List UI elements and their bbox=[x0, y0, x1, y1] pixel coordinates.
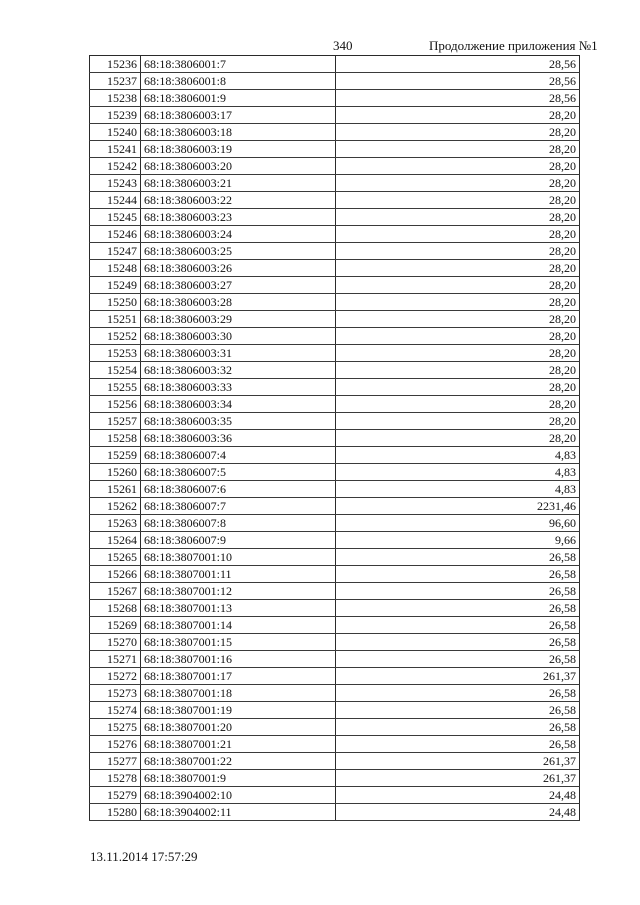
row-number-cell: 15255 bbox=[90, 379, 141, 396]
value-cell: 28,20 bbox=[336, 396, 580, 413]
cadastral-number-cell: 68:18:3806003:29 bbox=[141, 311, 336, 328]
row-number-cell: 15251 bbox=[90, 311, 141, 328]
table-row bbox=[90, 277, 580, 294]
row-number-cell: 15277 bbox=[90, 753, 141, 770]
cadastral-number-cell: 68:18:3904002:11 bbox=[141, 804, 336, 821]
value-cell: 261,37 bbox=[336, 753, 580, 770]
value-cell: 28,20 bbox=[336, 328, 580, 345]
cadastral-number-cell: 68:18:3806001:8 bbox=[141, 73, 336, 90]
table-row bbox=[90, 447, 580, 464]
row-number-cell: 15250 bbox=[90, 294, 141, 311]
row-number-cell: 15276 bbox=[90, 736, 141, 753]
page-number: 340 bbox=[333, 38, 353, 53]
cadastral-number-cell: 68:18:3806007:5 bbox=[141, 464, 336, 481]
cadastral-number-cell: 68:18:3806003:19 bbox=[141, 141, 336, 158]
value-cell: 28,20 bbox=[336, 107, 580, 124]
value-cell: 28,20 bbox=[336, 124, 580, 141]
cadastral-number-cell: 68:18:3806003:26 bbox=[141, 260, 336, 277]
value-cell: 26,58 bbox=[336, 566, 580, 583]
value-cell: 26,58 bbox=[336, 736, 580, 753]
row-number-cell: 15266 bbox=[90, 566, 141, 583]
row-number-cell: 15268 bbox=[90, 600, 141, 617]
table-row bbox=[90, 107, 580, 124]
row-number-cell: 15261 bbox=[90, 481, 141, 498]
cadastral-number-cell: 68:18:3806003:27 bbox=[141, 277, 336, 294]
cadastral-number-cell: 68:18:3806001:9 bbox=[141, 90, 336, 107]
value-cell: 24,48 bbox=[336, 787, 580, 804]
value-cell: 26,58 bbox=[336, 702, 580, 719]
table-row bbox=[90, 583, 580, 600]
row-number-cell: 15273 bbox=[90, 685, 141, 702]
parcel-table bbox=[89, 55, 580, 821]
row-number-cell: 15274 bbox=[90, 702, 141, 719]
row-number-cell: 15242 bbox=[90, 158, 141, 175]
table-row bbox=[90, 430, 580, 447]
parcel-table-container bbox=[89, 55, 580, 821]
value-cell: 28,20 bbox=[336, 311, 580, 328]
table-row bbox=[90, 634, 580, 651]
cadastral-number-cell: 68:18:3806003:21 bbox=[141, 175, 336, 192]
row-number-cell: 15254 bbox=[90, 362, 141, 379]
table-row bbox=[90, 311, 580, 328]
table-row bbox=[90, 192, 580, 209]
cadastral-number-cell: 68:18:3806007:6 bbox=[141, 481, 336, 498]
cadastral-number-cell: 68:18:3806007:4 bbox=[141, 447, 336, 464]
value-cell: 28,20 bbox=[336, 294, 580, 311]
row-number-cell: 15262 bbox=[90, 498, 141, 515]
table-row bbox=[90, 362, 580, 379]
cadastral-number-cell: 68:18:3806003:35 bbox=[141, 413, 336, 430]
value-cell: 28,56 bbox=[336, 73, 580, 90]
row-number-cell: 15280 bbox=[90, 804, 141, 821]
cadastral-number-cell: 68:18:3806001:7 bbox=[141, 56, 336, 73]
value-cell: 28,20 bbox=[336, 277, 580, 294]
row-number-cell: 15267 bbox=[90, 583, 141, 600]
row-number-cell: 15269 bbox=[90, 617, 141, 634]
row-number-cell: 15246 bbox=[90, 226, 141, 243]
value-cell: 4,83 bbox=[336, 464, 580, 481]
value-cell: 2231,46 bbox=[336, 498, 580, 515]
cadastral-number-cell: 68:18:3806003:32 bbox=[141, 362, 336, 379]
row-number-cell: 15239 bbox=[90, 107, 141, 124]
value-cell: 28,56 bbox=[336, 56, 580, 73]
row-number-cell: 15253 bbox=[90, 345, 141, 362]
value-cell: 28,20 bbox=[336, 226, 580, 243]
row-number-cell: 15265 bbox=[90, 549, 141, 566]
value-cell: 261,37 bbox=[336, 770, 580, 787]
cadastral-number-cell: 68:18:3807001:17 bbox=[141, 668, 336, 685]
cadastral-number-cell: 68:18:3806003:33 bbox=[141, 379, 336, 396]
table-row bbox=[90, 498, 580, 515]
parcel-table-body bbox=[90, 56, 580, 821]
table-row bbox=[90, 413, 580, 430]
table-row bbox=[90, 515, 580, 532]
value-cell: 9,66 bbox=[336, 532, 580, 549]
cadastral-number-cell: 68:18:3806003:30 bbox=[141, 328, 336, 345]
table-row bbox=[90, 260, 580, 277]
table-row bbox=[90, 702, 580, 719]
row-number-cell: 15240 bbox=[90, 124, 141, 141]
row-number-cell: 15256 bbox=[90, 396, 141, 413]
value-cell: 26,58 bbox=[336, 685, 580, 702]
cadastral-number-cell: 68:18:3807001:15 bbox=[141, 634, 336, 651]
row-number-cell: 15247 bbox=[90, 243, 141, 260]
table-row bbox=[90, 481, 580, 498]
cadastral-number-cell: 68:18:3806007:7 bbox=[141, 498, 336, 515]
table-row bbox=[90, 209, 580, 226]
cadastral-number-cell: 68:18:3904002:10 bbox=[141, 787, 336, 804]
table-row bbox=[90, 566, 580, 583]
value-cell: 26,58 bbox=[336, 651, 580, 668]
table-row bbox=[90, 651, 580, 668]
table-row bbox=[90, 141, 580, 158]
cadastral-number-cell: 68:18:3807001:19 bbox=[141, 702, 336, 719]
row-number-cell: 15279 bbox=[90, 787, 141, 804]
row-number-cell: 15252 bbox=[90, 328, 141, 345]
value-cell: 28,20 bbox=[336, 158, 580, 175]
value-cell: 28,20 bbox=[336, 413, 580, 430]
row-number-cell: 15263 bbox=[90, 515, 141, 532]
table-row bbox=[90, 175, 580, 192]
value-cell: 28,20 bbox=[336, 379, 580, 396]
table-row bbox=[90, 685, 580, 702]
table-row bbox=[90, 56, 580, 73]
row-number-cell: 15244 bbox=[90, 192, 141, 209]
value-cell: 28,20 bbox=[336, 141, 580, 158]
table-row bbox=[90, 226, 580, 243]
cadastral-number-cell: 68:18:3806003:34 bbox=[141, 396, 336, 413]
cadastral-number-cell: 68:18:3807001:21 bbox=[141, 736, 336, 753]
cadastral-number-cell: 68:18:3807001:9 bbox=[141, 770, 336, 787]
table-row bbox=[90, 617, 580, 634]
row-number-cell: 15245 bbox=[90, 209, 141, 226]
cadastral-number-cell: 68:18:3806003:31 bbox=[141, 345, 336, 362]
cadastral-number-cell: 68:18:3807001:14 bbox=[141, 617, 336, 634]
row-number-cell: 15241 bbox=[90, 141, 141, 158]
row-number-cell: 15259 bbox=[90, 447, 141, 464]
row-number-cell: 15275 bbox=[90, 719, 141, 736]
cadastral-number-cell: 68:18:3807001:12 bbox=[141, 583, 336, 600]
cadastral-number-cell: 68:18:3806003:28 bbox=[141, 294, 336, 311]
cadastral-number-cell: 68:18:3806003:20 bbox=[141, 158, 336, 175]
value-cell: 28,20 bbox=[336, 243, 580, 260]
table-row bbox=[90, 158, 580, 175]
table-row bbox=[90, 549, 580, 566]
row-number-cell: 15248 bbox=[90, 260, 141, 277]
value-cell: 28,20 bbox=[336, 260, 580, 277]
footer-datetime: 13.11.2014 17:57:29 bbox=[90, 849, 198, 864]
value-cell: 26,58 bbox=[336, 719, 580, 736]
row-number-cell: 15237 bbox=[90, 73, 141, 90]
table-row bbox=[90, 600, 580, 617]
value-cell: 26,58 bbox=[336, 600, 580, 617]
value-cell: 4,83 bbox=[336, 447, 580, 464]
value-cell: 26,58 bbox=[336, 583, 580, 600]
cadastral-number-cell: 68:18:3806007:8 bbox=[141, 515, 336, 532]
table-row bbox=[90, 668, 580, 685]
value-cell: 28,20 bbox=[336, 345, 580, 362]
table-row bbox=[90, 90, 580, 107]
cadastral-number-cell: 68:18:3807001:16 bbox=[141, 651, 336, 668]
table-row bbox=[90, 736, 580, 753]
cadastral-number-cell: 68:18:3806003:18 bbox=[141, 124, 336, 141]
value-cell: 28,56 bbox=[336, 90, 580, 107]
table-row bbox=[90, 124, 580, 141]
table-row bbox=[90, 464, 580, 481]
table-row bbox=[90, 243, 580, 260]
row-number-cell: 15258 bbox=[90, 430, 141, 447]
value-cell: 28,20 bbox=[336, 192, 580, 209]
row-number-cell: 15238 bbox=[90, 90, 141, 107]
row-number-cell: 15236 bbox=[90, 56, 141, 73]
row-number-cell: 15264 bbox=[90, 532, 141, 549]
cadastral-number-cell: 68:18:3807001:13 bbox=[141, 600, 336, 617]
value-cell: 4,83 bbox=[336, 481, 580, 498]
value-cell: 261,37 bbox=[336, 668, 580, 685]
row-number-cell: 15270 bbox=[90, 634, 141, 651]
row-number-cell: 15271 bbox=[90, 651, 141, 668]
cadastral-number-cell: 68:18:3806003:23 bbox=[141, 209, 336, 226]
table-row bbox=[90, 294, 580, 311]
table-row bbox=[90, 379, 580, 396]
table-row bbox=[90, 532, 580, 549]
row-number-cell: 15272 bbox=[90, 668, 141, 685]
cadastral-number-cell: 68:18:3807001:11 bbox=[141, 566, 336, 583]
cadastral-number-cell: 68:18:3806003:36 bbox=[141, 430, 336, 447]
page-header-title: Продолжение приложения №1 bbox=[429, 38, 598, 53]
cadastral-number-cell: 68:18:3806003:24 bbox=[141, 226, 336, 243]
value-cell: 28,20 bbox=[336, 209, 580, 226]
value-cell: 26,58 bbox=[336, 634, 580, 651]
value-cell: 26,58 bbox=[336, 617, 580, 634]
row-number-cell: 15260 bbox=[90, 464, 141, 481]
value-cell: 24,48 bbox=[336, 804, 580, 821]
table-row bbox=[90, 787, 580, 804]
cadastral-number-cell: 68:18:3806003:22 bbox=[141, 192, 336, 209]
value-cell: 28,20 bbox=[336, 175, 580, 192]
table-row bbox=[90, 719, 580, 736]
table-row bbox=[90, 804, 580, 821]
cadastral-number-cell: 68:18:3807001:22 bbox=[141, 753, 336, 770]
table-row bbox=[90, 345, 580, 362]
value-cell: 96,60 bbox=[336, 515, 580, 532]
row-number-cell: 15249 bbox=[90, 277, 141, 294]
row-number-cell: 15257 bbox=[90, 413, 141, 430]
value-cell: 26,58 bbox=[336, 549, 580, 566]
row-number-cell: 15243 bbox=[90, 175, 141, 192]
cadastral-number-cell: 68:18:3806003:17 bbox=[141, 107, 336, 124]
value-cell: 28,20 bbox=[336, 362, 580, 379]
value-cell: 28,20 bbox=[336, 430, 580, 447]
table-row bbox=[90, 770, 580, 787]
cadastral-number-cell: 68:18:3807001:20 bbox=[141, 719, 336, 736]
cadastral-number-cell: 68:18:3806003:25 bbox=[141, 243, 336, 260]
table-row bbox=[90, 753, 580, 770]
cadastral-number-cell: 68:18:3807001:18 bbox=[141, 685, 336, 702]
table-row bbox=[90, 396, 580, 413]
cadastral-number-cell: 68:18:3806007:9 bbox=[141, 532, 336, 549]
table-row bbox=[90, 73, 580, 90]
cadastral-number-cell: 68:18:3807001:10 bbox=[141, 549, 336, 566]
table-row bbox=[90, 328, 580, 345]
row-number-cell: 15278 bbox=[90, 770, 141, 787]
